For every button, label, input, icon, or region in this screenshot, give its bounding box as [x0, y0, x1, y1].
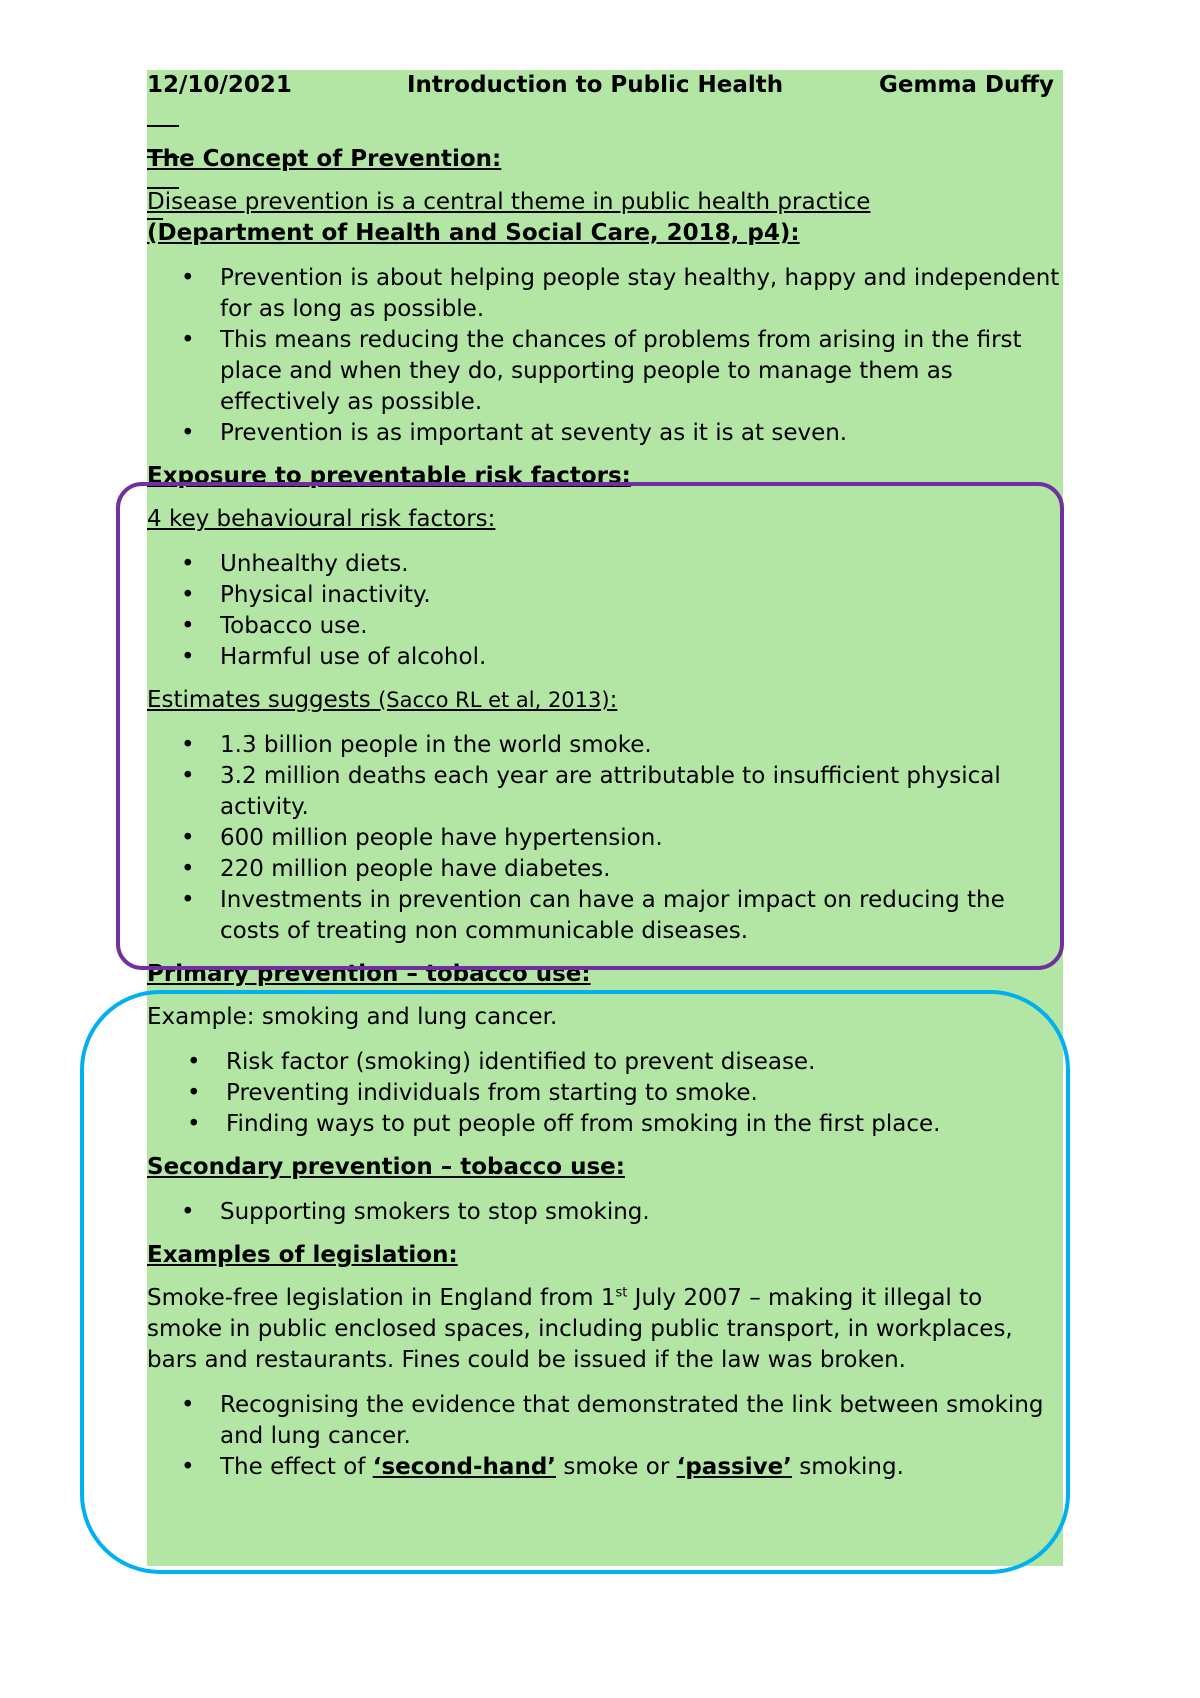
legislation-text-2: July 2007 – making it illegal to smoke in public enclosed spaces, including public transport, in workplaces, bars and restaurants. Fines could be issued if the law was broken. — [147, 1285, 1013, 1373]
list-item: • Recognising the evidence that demonstrated the link between smoking and lung cancer. — [220, 1390, 1067, 1452]
primary-example: Example: smoking and lung cancer. — [147, 1004, 558, 1030]
list-item: • Finding ways to put people off from smoking in the first place. — [226, 1109, 1067, 1140]
list-item: • Unhealthy diets. — [220, 549, 1067, 580]
header-date: 12/10/2021 — [147, 72, 292, 98]
concept-list — [147, 263, 1067, 449]
secondary-heading: Secondary prevention – tobacco use: — [147, 1154, 625, 1180]
list-item: • Prevention is as important at seventy as it is at seven. — [220, 418, 1067, 449]
list-item: • Supporting smokers to stop smoking. — [220, 1197, 1067, 1228]
list-item: • Prevention is about helping people stay healthy, happy and independent for as long as possible. — [220, 263, 1067, 325]
primary-heading: Primary prevention – tobacco use: — [147, 961, 591, 987]
exposure-subheading: 4 key behavioural risk factors: — [147, 506, 496, 532]
estimates-heading-text: Estimates suggests — [147, 687, 371, 713]
exposure-heading: Exposure to preventable risk factors: — [147, 463, 631, 489]
list-item: • Preventing individuals from starting to smoke. — [226, 1078, 1067, 1109]
legislation-sup: st — [615, 1285, 628, 1301]
legislation-bullet2-e: smoking. — [791, 1454, 904, 1480]
estimates-citation: (Sacco RL et al, 2013) — [378, 688, 610, 712]
list-item: • This means reducing the chances of problems from arising in the first place and when they do, supporting people to manage them as effectively as possible. — [220, 325, 1067, 418]
list-item: • Physical inactivity. — [220, 580, 1067, 611]
concept-citation: (Department of Health and Social Care, 2018, p4): — [147, 220, 800, 246]
concept-heading: The Concept of Prevention: — [147, 146, 502, 172]
list-item: • Investments in prevention can have a major impact on reducing the costs of treating non communicable diseases. — [220, 885, 1067, 947]
list-item: • 3.2 million deaths each year are attributable to insufficient physical activity. — [220, 761, 1067, 823]
passive-term: ‘passive’ — [676, 1454, 792, 1480]
document-header — [147, 70, 1067, 104]
legislation-bullet2-a: The effect of — [220, 1454, 373, 1480]
concept-intro: Disease prevention is a central theme in public health practice — [147, 189, 871, 215]
list-item: • Tobacco use. — [220, 611, 1067, 642]
header-title: Introduction to Public Health — [407, 72, 784, 98]
list-item: • 600 million people have hypertension. — [220, 823, 1067, 854]
estimates-colon: : — [609, 687, 618, 713]
list-item: • 1.3 billion people in the world smoke. — [220, 730, 1067, 761]
list-item: • 220 million people have diabetes. — [220, 854, 1067, 885]
legislation-bullet2-c: smoke or — [556, 1454, 677, 1480]
legislation-heading: Examples of legislation: — [147, 1242, 458, 1268]
list-item: • Harmful use of alcohol. — [220, 642, 1067, 673]
purple-highlight-frame — [116, 482, 1064, 970]
second-hand-term: ‘second-hand’ — [372, 1454, 557, 1480]
blue-highlight-frame — [80, 990, 1070, 1574]
list-item: • Risk factor (smoking) identified to prevent disease. — [226, 1047, 1067, 1078]
header-author: Gemma Duffy — [879, 72, 1055, 98]
legislation-text-1: Smoke-free legislation in England from 1 — [147, 1285, 616, 1311]
